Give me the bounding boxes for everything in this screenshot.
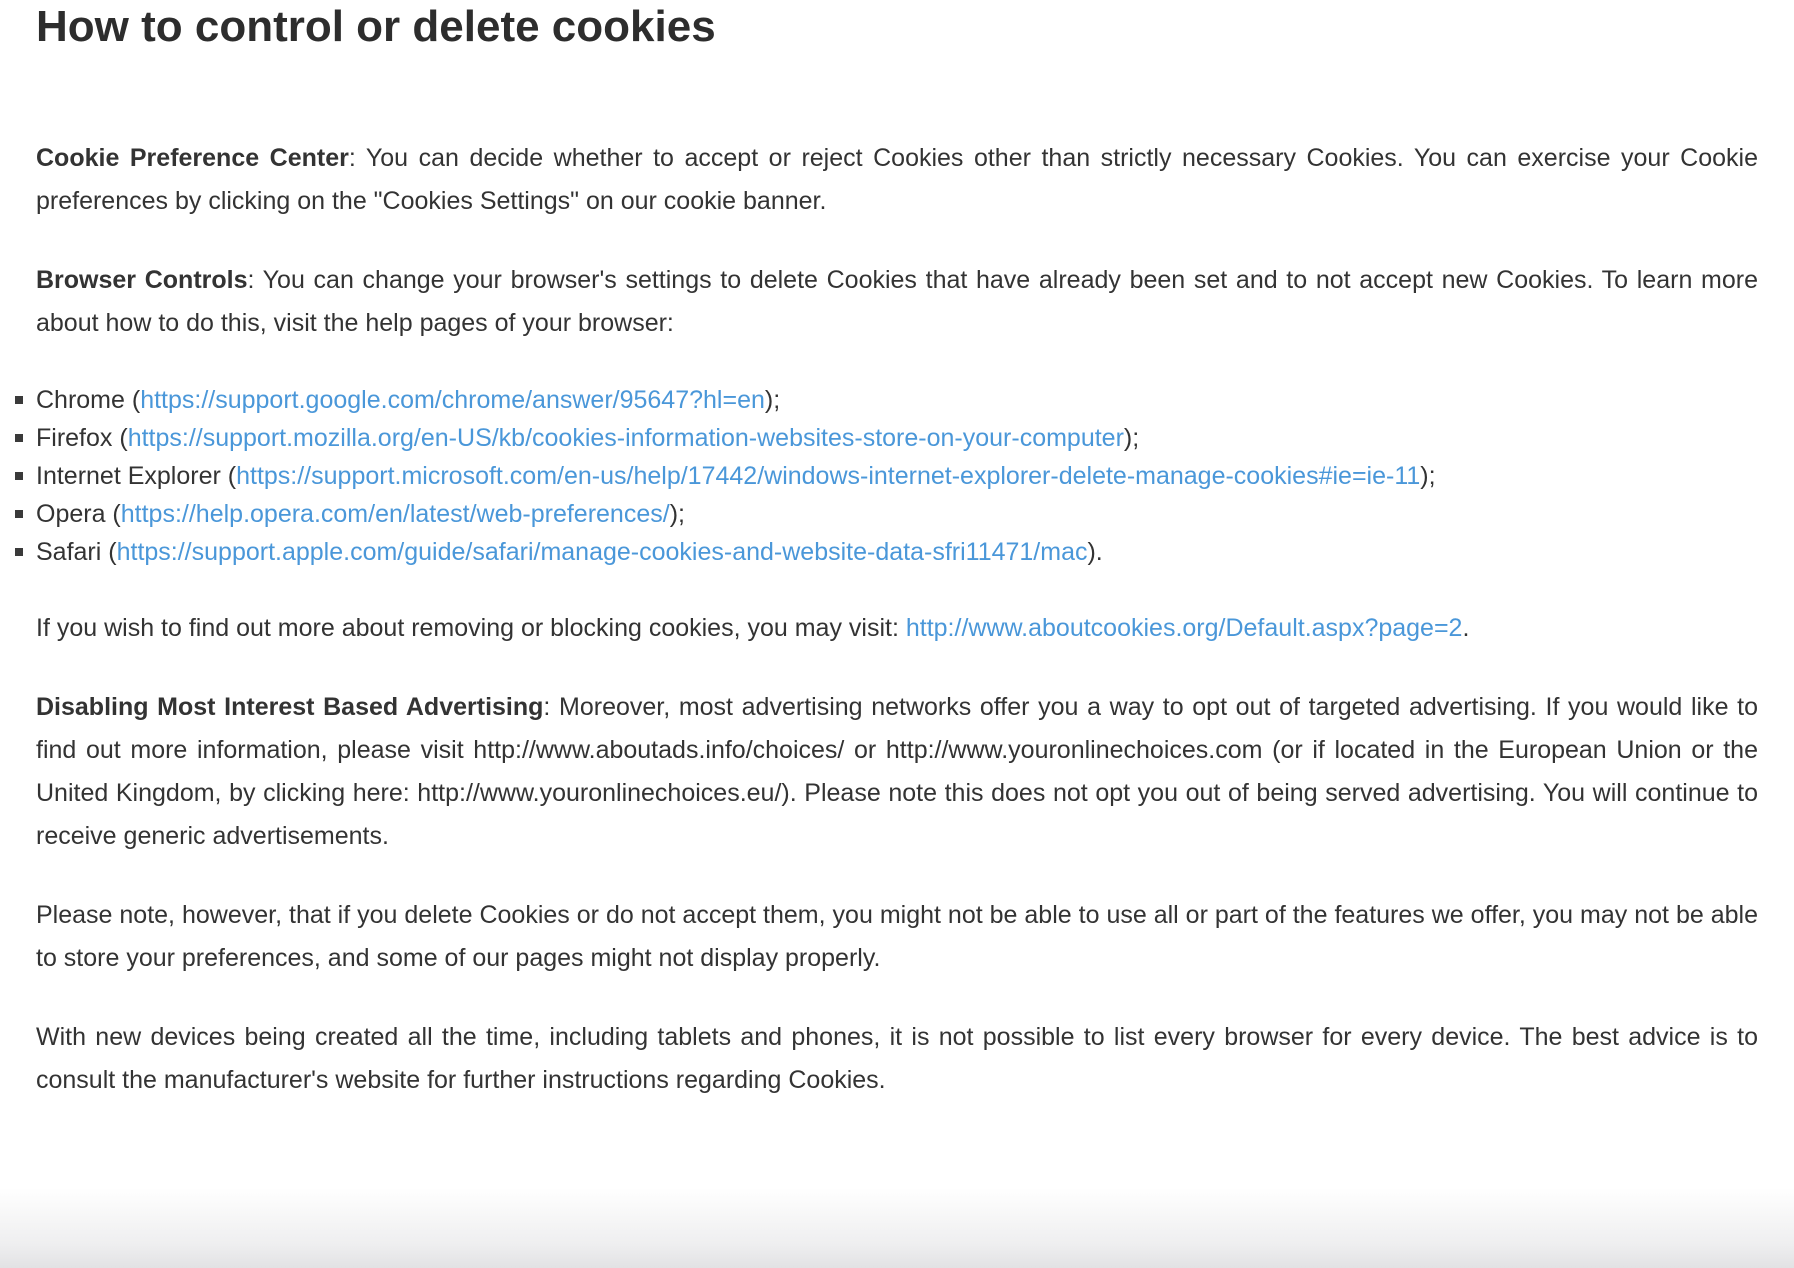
safari-help-link[interactable]: https://support.apple.com/guide/safari/manage-cookies-and-website-data-sfri11471/mac: [116, 537, 1088, 566]
list-item-opera: [36, 495, 1758, 533]
list-item-chrome: [36, 381, 1758, 419]
opera-help-link[interactable]: https://help.opera.com/en/latest/web-preferences/: [120, 499, 670, 528]
about-cookies-paragraph: [36, 607, 1758, 650]
chrome-help-link[interactable]: https://support.google.com/chrome/answer/95647?hl=en: [140, 385, 765, 414]
firefox-label: Firefox (: [36, 423, 128, 452]
chrome-label: Chrome (: [36, 385, 141, 414]
browser-controls-text: : You can change your browser's settings to delete Cookies that have already been set and to not accept new Cookies. To learn more about how to do this, visit the help pages of your browser:: [36, 265, 1758, 337]
internet-explorer-suffix: );: [1420, 461, 1436, 490]
list-item-internet-explorer: [36, 457, 1758, 495]
cookie-preference-text: : You can decide whether to accept or reject Cookies other than strictly necessary Cookies. You can exercise your Cookie preferences by clicking on the "Cookies Settings" on our cookie banner.: [36, 143, 1759, 215]
about-cookies-text: If you wish to find out more about removing or blocking cookies, you may visit:: [36, 613, 906, 642]
delete-warning-paragraph: Please note, however, that if you delete Cookies or do not accept them, you might not be able to use all or part of the features we offer, you may not be able to store your preferences, and some of our pages might not display properly.: [36, 900, 1758, 972]
chrome-suffix: );: [764, 385, 781, 414]
safari-label: Safari (: [36, 537, 117, 566]
page-bottom-fade: [0, 1188, 1794, 1268]
about-cookies-link[interactable]: http://www.aboutcookies.org/Default.aspx?page=2: [905, 613, 1463, 642]
browser-help-list: [36, 381, 1758, 571]
internet-explorer-help-link[interactable]: https://support.microsoft.com/en-us/help/17442/windows-internet-explorer-delete-manage-cookies#ie=ie-11: [236, 461, 1421, 490]
opera-suffix: );: [669, 499, 685, 528]
disabling-ads-paragraph: [36, 686, 1758, 858]
disabling-ads-lead: Disabling Most Interest Based Advertising: [36, 692, 544, 721]
opera-label: Opera (: [36, 499, 121, 528]
about-cookies-suffix: .: [1462, 613, 1470, 642]
firefox-help-link[interactable]: https://support.mozilla.org/en-US/kb/cookies-information-websites-store-on-your-computer: [127, 423, 1124, 452]
browser-controls-paragraph: [36, 259, 1758, 345]
cookie-preference-paragraph: [36, 137, 1758, 223]
browser-controls-lead: Browser Controls: [36, 265, 248, 294]
list-item-firefox: [36, 419, 1758, 457]
internet-explorer-label: Internet Explorer (: [36, 461, 237, 490]
page-title: How to control or delete cookies: [36, 2, 716, 51]
firefox-suffix: );: [1123, 423, 1140, 452]
cookie-preference-lead: Cookie Preference Center: [36, 143, 349, 172]
safari-suffix: ).: [1087, 537, 1103, 566]
list-item-safari: [36, 533, 1758, 571]
new-devices-paragraph: With new devices being created all the time, including tablets and phones, it is not possible to list every browser for every device. The best advice is to consult the manufacturer's website for further instructions regarding Cookies.: [36, 1022, 1758, 1094]
disabling-ads-text: : Moreover, most advertising networks offer you a way to opt out of targeted advertising. If you would like to find out more information, please visit http://www.aboutads.info/choices/ or http://www.youronlinechoices.com (or if located in the European Union or the United Kingdom, by clicking here: http://www.youronlinechoices.eu/). Please note this does not opt you out of being served advertising. You will continue to receive generic advertisements.: [36, 692, 1758, 850]
